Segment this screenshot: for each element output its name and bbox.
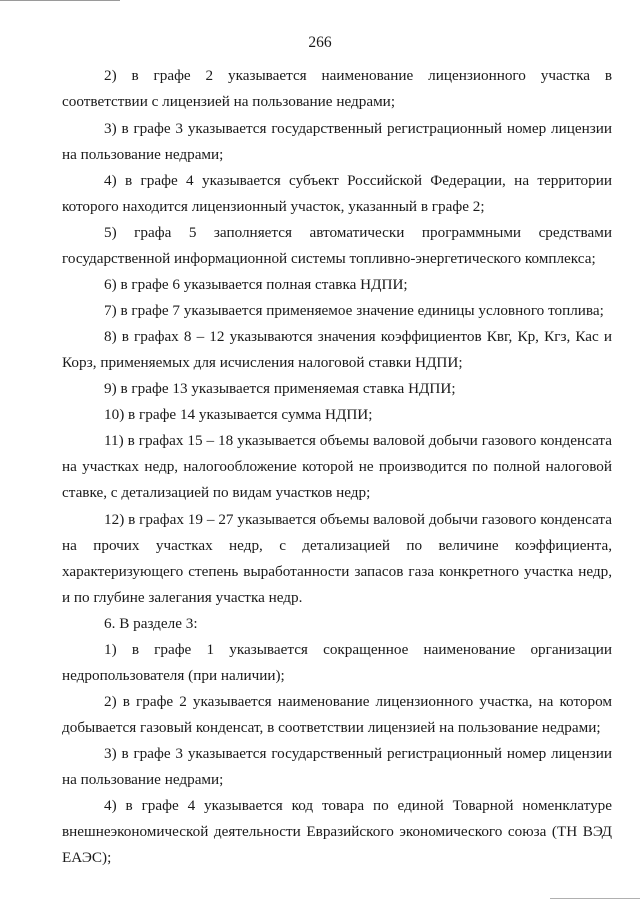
- paragraph-item-11-condensate-volumes: 11) в графах 15 – 18 указывается объемы валовой добычи газового конденсата на участках недр, налогообложение которой не производится по полной налоговой ставке, с детализацией по видам участков недр;: [62, 432, 612, 501]
- scan-edge-mark-bottom: [550, 898, 640, 899]
- paragraph-item-9-applied-rate: 9) в графе 13 указывается применяемая ставка НДПИ;: [104, 380, 456, 397]
- paragraph-s3-item-1-organization: 1) в графе 1 указывается сокращенное наименование организации недропользователя (при наличии);: [62, 641, 612, 684]
- paragraph-item-10-tax-amount: 10) в графе 14 указывается сумма НДПИ;: [104, 406, 373, 423]
- paragraph-item-7-fuel-unit: 7) в графе 7 указывается применяемое значение единицы условного топлива;: [104, 302, 604, 319]
- paragraph-item-4-federation-subject: 4) в графе 4 указывается субъект Российской Федерации, на территории которого находится лицензионный участок, указанный в графе 2;: [62, 172, 612, 215]
- paragraph-s3-item-4-tn-ved-code: 4) в графе 4 указывается код товара по единой Товарной номенклатуре внешнеэкономической деятельности Евразийского экономического союза (ТН ВЭД ЕАЭС);: [62, 797, 612, 866]
- section-heading-6: 6. В разделе 3:: [104, 615, 198, 632]
- page-number: 266: [308, 34, 332, 51]
- paragraph-item-3-license-number: 3) в графе 3 указывается государственный регистрационный номер лицензии на пользование недрами;: [62, 120, 612, 163]
- paragraph-s3-item-2-area: 2) в графе 2 указывается наименование лицензионного участка, на котором добывается газовый конденсат, в соответствии лицензией на пользование недрами;: [62, 693, 612, 736]
- scan-edge-mark: [0, 0, 120, 4]
- paragraph-item-2-mineral-area-name: 2) в графе 2 указывается наименование лицензионного участка в соответствии с лицензией на пользование недрами;: [62, 67, 612, 110]
- paragraph-s3-item-3-license: 3) в графе 3 указывается государственный регистрационный номер лицензии на пользование недрами;: [62, 745, 612, 788]
- paragraph-item-12-other-areas: 12) в графах 19 – 27 указывается объемы валовой добычи газового конденсата на прочих участках недр, с детализацией по величине коэффициента, характеризующего степень выработанности запасов газа конкретного участка недр, и по глубине залегания участка недр.: [62, 511, 612, 606]
- paragraph-item-6-full-rate: 6) в графе 6 указывается полная ставка НДПИ;: [104, 276, 408, 293]
- paragraph-item-5-auto-filled: 5) графа 5 заполняется автоматически программными средствами государственной информационной системы топливно-энергетического комплекса;: [62, 224, 612, 267]
- paragraph-item-8-coefficients: 8) в графах 8 – 12 указываются значения коэффициентов Квг, Кр, Кгз, Кас и Корз, применяемых для исчисления налоговой ставки НДПИ;: [62, 328, 612, 371]
